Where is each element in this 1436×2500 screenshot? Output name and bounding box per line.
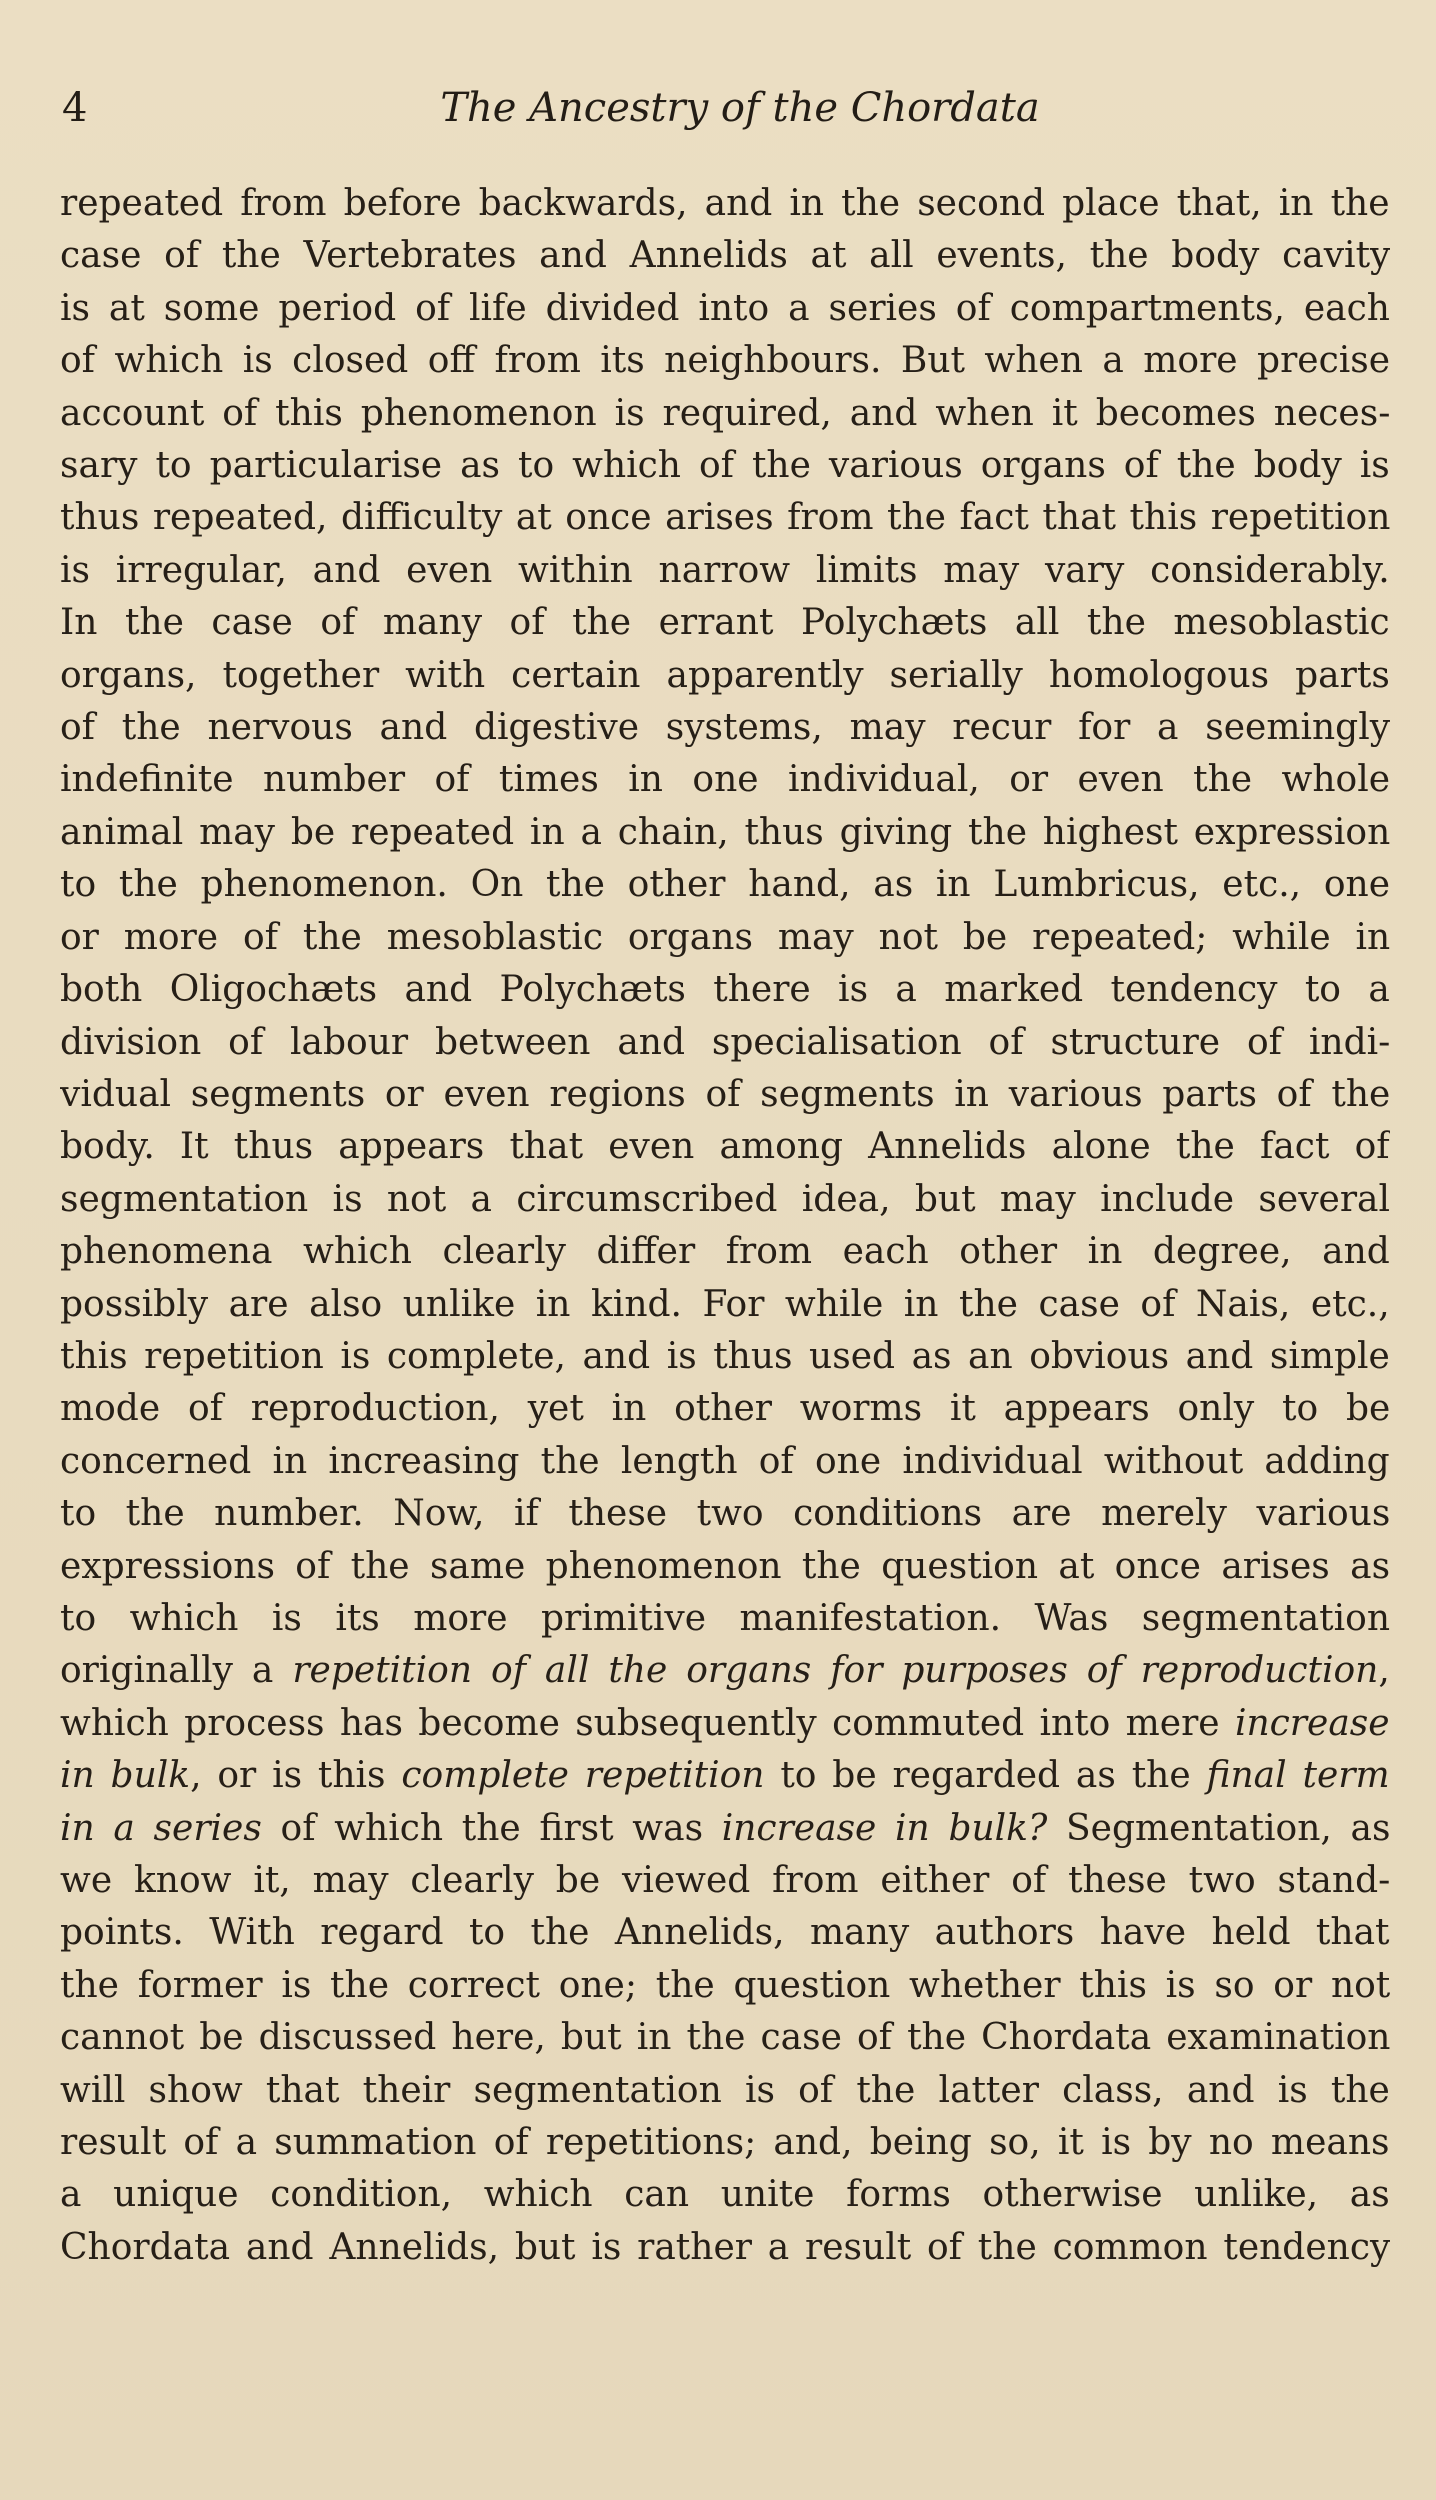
text-run: , or is this <box>190 1755 402 1797</box>
text-run: organs, together with certain apparently serially homologous parts <box>60 654 1390 696</box>
text-line <box>60 1226 1390 1278</box>
text-run: this repetition is complete, and is thus used as an obvious and simple <box>60 1335 1390 1377</box>
text-line <box>60 1279 1390 1331</box>
text-line <box>60 650 1390 702</box>
text-line <box>60 964 1390 1016</box>
text-line <box>60 1121 1390 1173</box>
text-line <box>60 1593 1390 1645</box>
text-run: repeated from before backwards, and in the second place that, in the <box>60 183 1390 224</box>
text-line <box>60 2222 1390 2274</box>
text-line <box>60 1855 1390 1907</box>
italic-phrase: increase <box>1234 1702 1390 1744</box>
text-line <box>60 2117 1390 2169</box>
text-line <box>60 912 1390 964</box>
text-run: concerned in increasing the length of one individual without adding <box>60 1440 1390 1482</box>
italic-phrase: final term <box>1206 1755 1390 1797</box>
body-paragraph <box>60 178 1390 2274</box>
text-line <box>60 335 1390 387</box>
text-line <box>60 230 1390 282</box>
text-run: to the number. Now, if these two conditions are merely various <box>60 1493 1390 1535</box>
text-run: Segmentation, as <box>1047 1807 1390 1849</box>
text-run: of which is closed off from its neighbours. But when a more precise <box>60 340 1390 382</box>
text-run: indefinite number of times in one individual, or even the whole <box>60 759 1390 801</box>
text-run: Chordata and Annelids, but is rather a result of the common tendency <box>60 2226 1390 2268</box>
text-run: account of this phenomenon is required, and when it becomes neces- <box>60 392 1390 434</box>
text-line <box>60 2012 1390 2064</box>
text-run: In the case of many of the errant Polychæts all the mesoblastic <box>60 602 1390 644</box>
text-line <box>60 1541 1390 1593</box>
text-line <box>60 492 1390 544</box>
text-run: a unique condition, which can unite forms otherwise unlike, as <box>60 2174 1390 2216</box>
text-line <box>60 807 1390 859</box>
text-run: body. It thus appears that even among Annelids alone the fact of <box>60 1126 1390 1168</box>
text-line <box>60 1436 1390 1488</box>
text-run: animal may be repeated in a chain, thus giving the highest expression <box>60 811 1390 853</box>
text-run: to the phenomenon. On the other hand, as in Lumbricus, etc., one <box>60 864 1390 906</box>
text-line <box>60 1069 1390 1121</box>
text-run: points. With regard to the Annelids, many authors have held that <box>60 1912 1390 1954</box>
text-line <box>60 1645 1390 1697</box>
text-run: expressions of the same phenomenon the question at once arises as <box>60 1545 1390 1587</box>
text-run: of which the first was <box>261 1807 722 1849</box>
text-line <box>60 1803 1390 1855</box>
page-number: 4 <box>62 85 88 131</box>
text-run: the former is the correct one; the question whether this is so or not <box>60 1964 1390 2006</box>
text-line <box>60 1907 1390 1959</box>
text-run: cannot be discussed here, but in the case of the Chordata examination <box>60 2017 1390 2059</box>
text-line <box>60 388 1390 440</box>
text-run: possibly are also unlike in kind. For while in the case of Nais, etc., <box>60 1283 1390 1325</box>
text-run: thus repeated, difficulty at once arises from the fact that this repetition <box>60 497 1390 539</box>
text-line <box>60 702 1390 754</box>
text-line <box>60 178 1390 230</box>
text-line <box>60 754 1390 806</box>
text-run: sary to particularise as to which of the various organs of the body is <box>60 445 1390 487</box>
text-line <box>60 440 1390 492</box>
text-run: division of labour between and specialisation of structure of indi- <box>60 1021 1390 1063</box>
text-line <box>60 1383 1390 1435</box>
italic-phrase: complete repetition <box>401 1755 765 1797</box>
text-line <box>60 1017 1390 1069</box>
text-run: which process has become subsequently commuted into mere <box>60 1702 1235 1744</box>
text-run: vidual segments or even regions of segments in various parts of the <box>60 1073 1390 1115</box>
italic-phrase: in a series <box>60 1807 262 1849</box>
text-run: mode of reproduction, yet in other worms it appears only to be <box>60 1388 1390 1430</box>
text-line <box>60 283 1390 335</box>
text-line <box>60 1750 1390 1802</box>
text-line <box>60 1331 1390 1383</box>
text-run: is irregular, and even within narrow limits may vary considerably. <box>60 549 1390 591</box>
text-line <box>60 1960 1390 2012</box>
text-run: , <box>1378 1650 1390 1692</box>
text-run: phenomena which clearly differ from each other in degree, and <box>60 1231 1390 1273</box>
text-line <box>60 545 1390 597</box>
text-run: result of a summation of repetitions; and, being so, it is by no means <box>60 2122 1390 2164</box>
text-run: to be regarded as the <box>764 1755 1207 1797</box>
text-run: of the nervous and digestive systems, may recur for a seemingly <box>60 707 1390 749</box>
italic-phrase: in bulk <box>60 1755 191 1797</box>
italic-phrase: repetition of all the organs for purposes of reproduction <box>292 1650 1379 1692</box>
text-run: both Oligochæts and Polychæts there is a marked tendency to a <box>60 969 1390 1011</box>
text-line <box>60 2065 1390 2117</box>
running-title: The Ancestry of the Chordata <box>440 85 1040 131</box>
text-line <box>60 597 1390 649</box>
text-line <box>60 1488 1390 1540</box>
text-run: we know it, may clearly be viewed from either of these two stand- <box>60 1860 1390 1901</box>
text-run: segmentation is not a circumscribed idea, but may include several <box>60 1178 1390 1220</box>
italic-phrase: increase in bulk? <box>721 1807 1048 1849</box>
text-run: is at some period of life divided into a series of compartments, each <box>60 287 1390 329</box>
text-line <box>60 2169 1390 2221</box>
text-run: to which is its more primitive manifestation. Was segmentation <box>60 1597 1390 1639</box>
text-line <box>60 859 1390 911</box>
text-line <box>60 1174 1390 1226</box>
text-run: or more of the mesoblastic organs may not be repeated; while in <box>60 916 1390 958</box>
text-run: case of the Vertebrates and Annelids at all events, the body cavity <box>60 235 1390 277</box>
text-line <box>60 1698 1390 1750</box>
text-run: originally a <box>60 1650 293 1692</box>
text-run: will show that their segmentation is of the latter class, and is the <box>60 2069 1390 2111</box>
